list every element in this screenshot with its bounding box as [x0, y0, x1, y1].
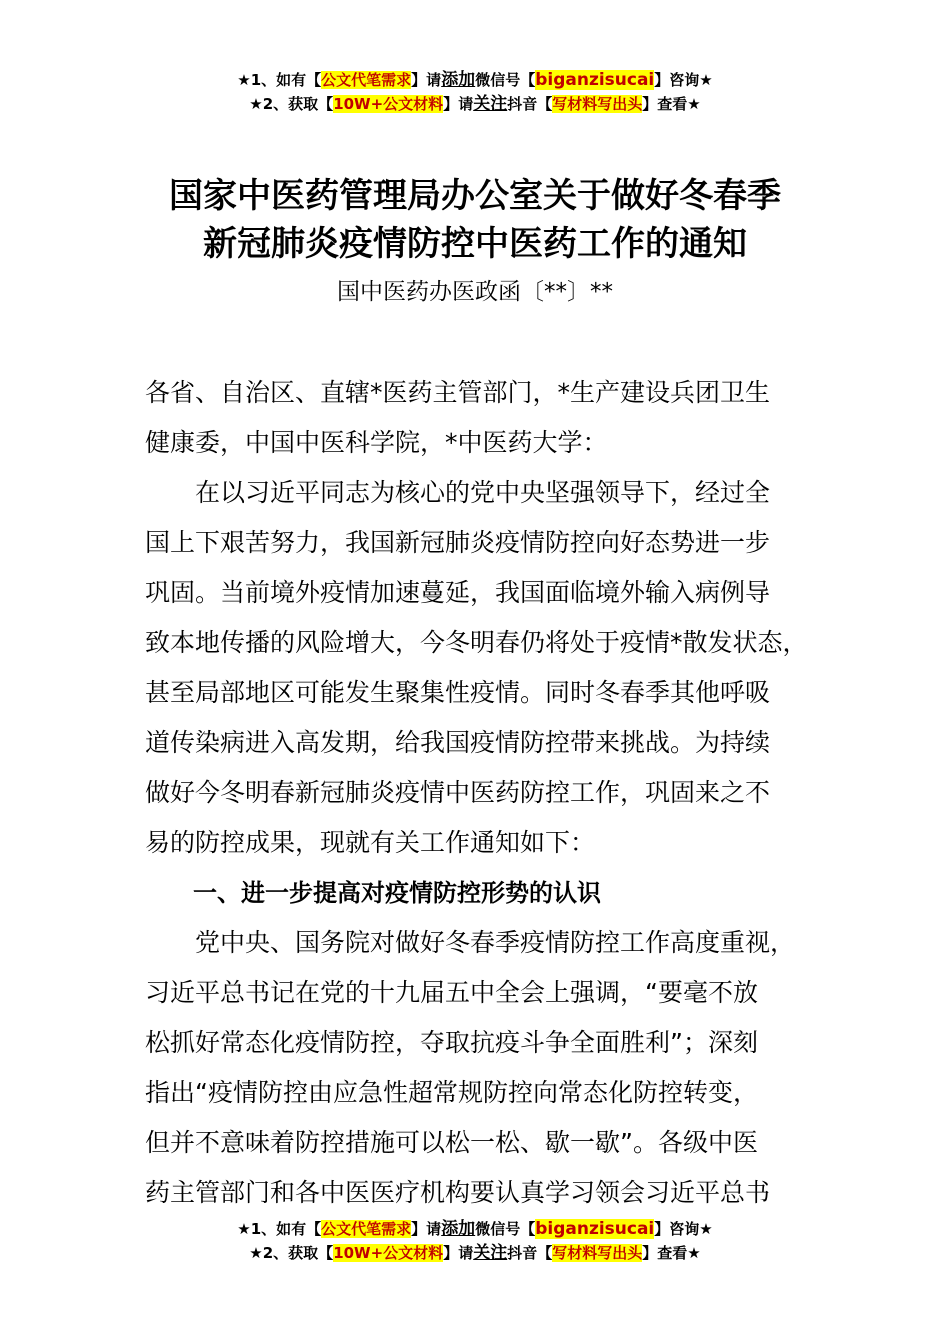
wechat-id: biganzisucai: [535, 70, 655, 90]
body-line: 道传染病进入高发期，给我国疫情防控带来挑战。为持续: [145, 728, 771, 757]
body-line: 指出“疫情防控由应急性超常规防控向常态化防控转变，: [145, 1078, 758, 1107]
body-line: 党中央、国务院对做好冬春季疫情防控工作高度重视，: [145, 928, 796, 957]
wechat-id: biganzisucai: [535, 1219, 655, 1239]
bottom-banner: [0, 1217, 950, 1265]
banner-line-2: ★2、获取【10W+公文材料】请关注抖音【写材料写出头】查看★: [249, 94, 701, 114]
document-title-line-1: 国家中医药管理局办公室关于做好冬春季: [169, 176, 781, 216]
body-line: 甚至局部地区可能发生聚集性疫情。同时冬春季其他呼吸: [145, 678, 771, 707]
banner-line-1: ★1、如有【公文代笔需求】请添加微信号【biganzisucai】咨询★: [237, 70, 713, 90]
section-heading: 一、进一步提高对疫情防控形势的认识: [145, 879, 601, 907]
banner-line-2: ★2、获取【10W+公文材料】请关注抖音【写材料写出头】查看★: [249, 1243, 701, 1263]
body-line: 致本地传播的风险增大，今冬明春仍将处于疫情*散发状态，: [145, 628, 808, 657]
banner-line-1: ★1、如有【公文代笔需求】请添加微信号【biganzisucai】咨询★: [237, 1219, 713, 1239]
top-banner: [0, 68, 950, 116]
body-line: 做好今冬明春新冠肺炎疫情中医药防控工作，巩固来之不: [145, 778, 771, 807]
body-line: 巩固。当前境外疫情加速蔓延，我国面临境外输入病例导: [145, 578, 771, 607]
body-line: 国上下艰苦努力，我国新冠肺炎疫情防控向好态势进一步: [145, 528, 771, 557]
body-line: 健康委，中国中医科学院，*中医药大学：: [145, 428, 608, 457]
body-line: 习近平总书记在党的十九届五中全会上强调，“要毫不放: [145, 978, 758, 1007]
document-number: 国中医药办医政函〔**〕**: [337, 279, 613, 305]
body-line: 松抓好常态化疫情防控，夺取抗疫斗争全面胜利”；深刻: [145, 1028, 758, 1057]
body-line: 药主管部门和各中医医疗机构要认真学习领会习近平总书: [145, 1178, 771, 1207]
document-title-line-2: 新冠肺炎疫情防控中医药工作的通知: [203, 224, 747, 264]
body-line: 但并不意味着防控措施可以松一松、歇一歇”。各级中医: [145, 1128, 758, 1157]
body-line: 各省、自治区、直辖*医药主管部门，*生产建设兵团卫生: [145, 378, 771, 407]
body-line: 在以习近平同志为核心的党中央坚强领导下，经过全: [145, 478, 771, 507]
body-line: 易的防控成果，现就有关工作通知如下：: [145, 828, 596, 857]
